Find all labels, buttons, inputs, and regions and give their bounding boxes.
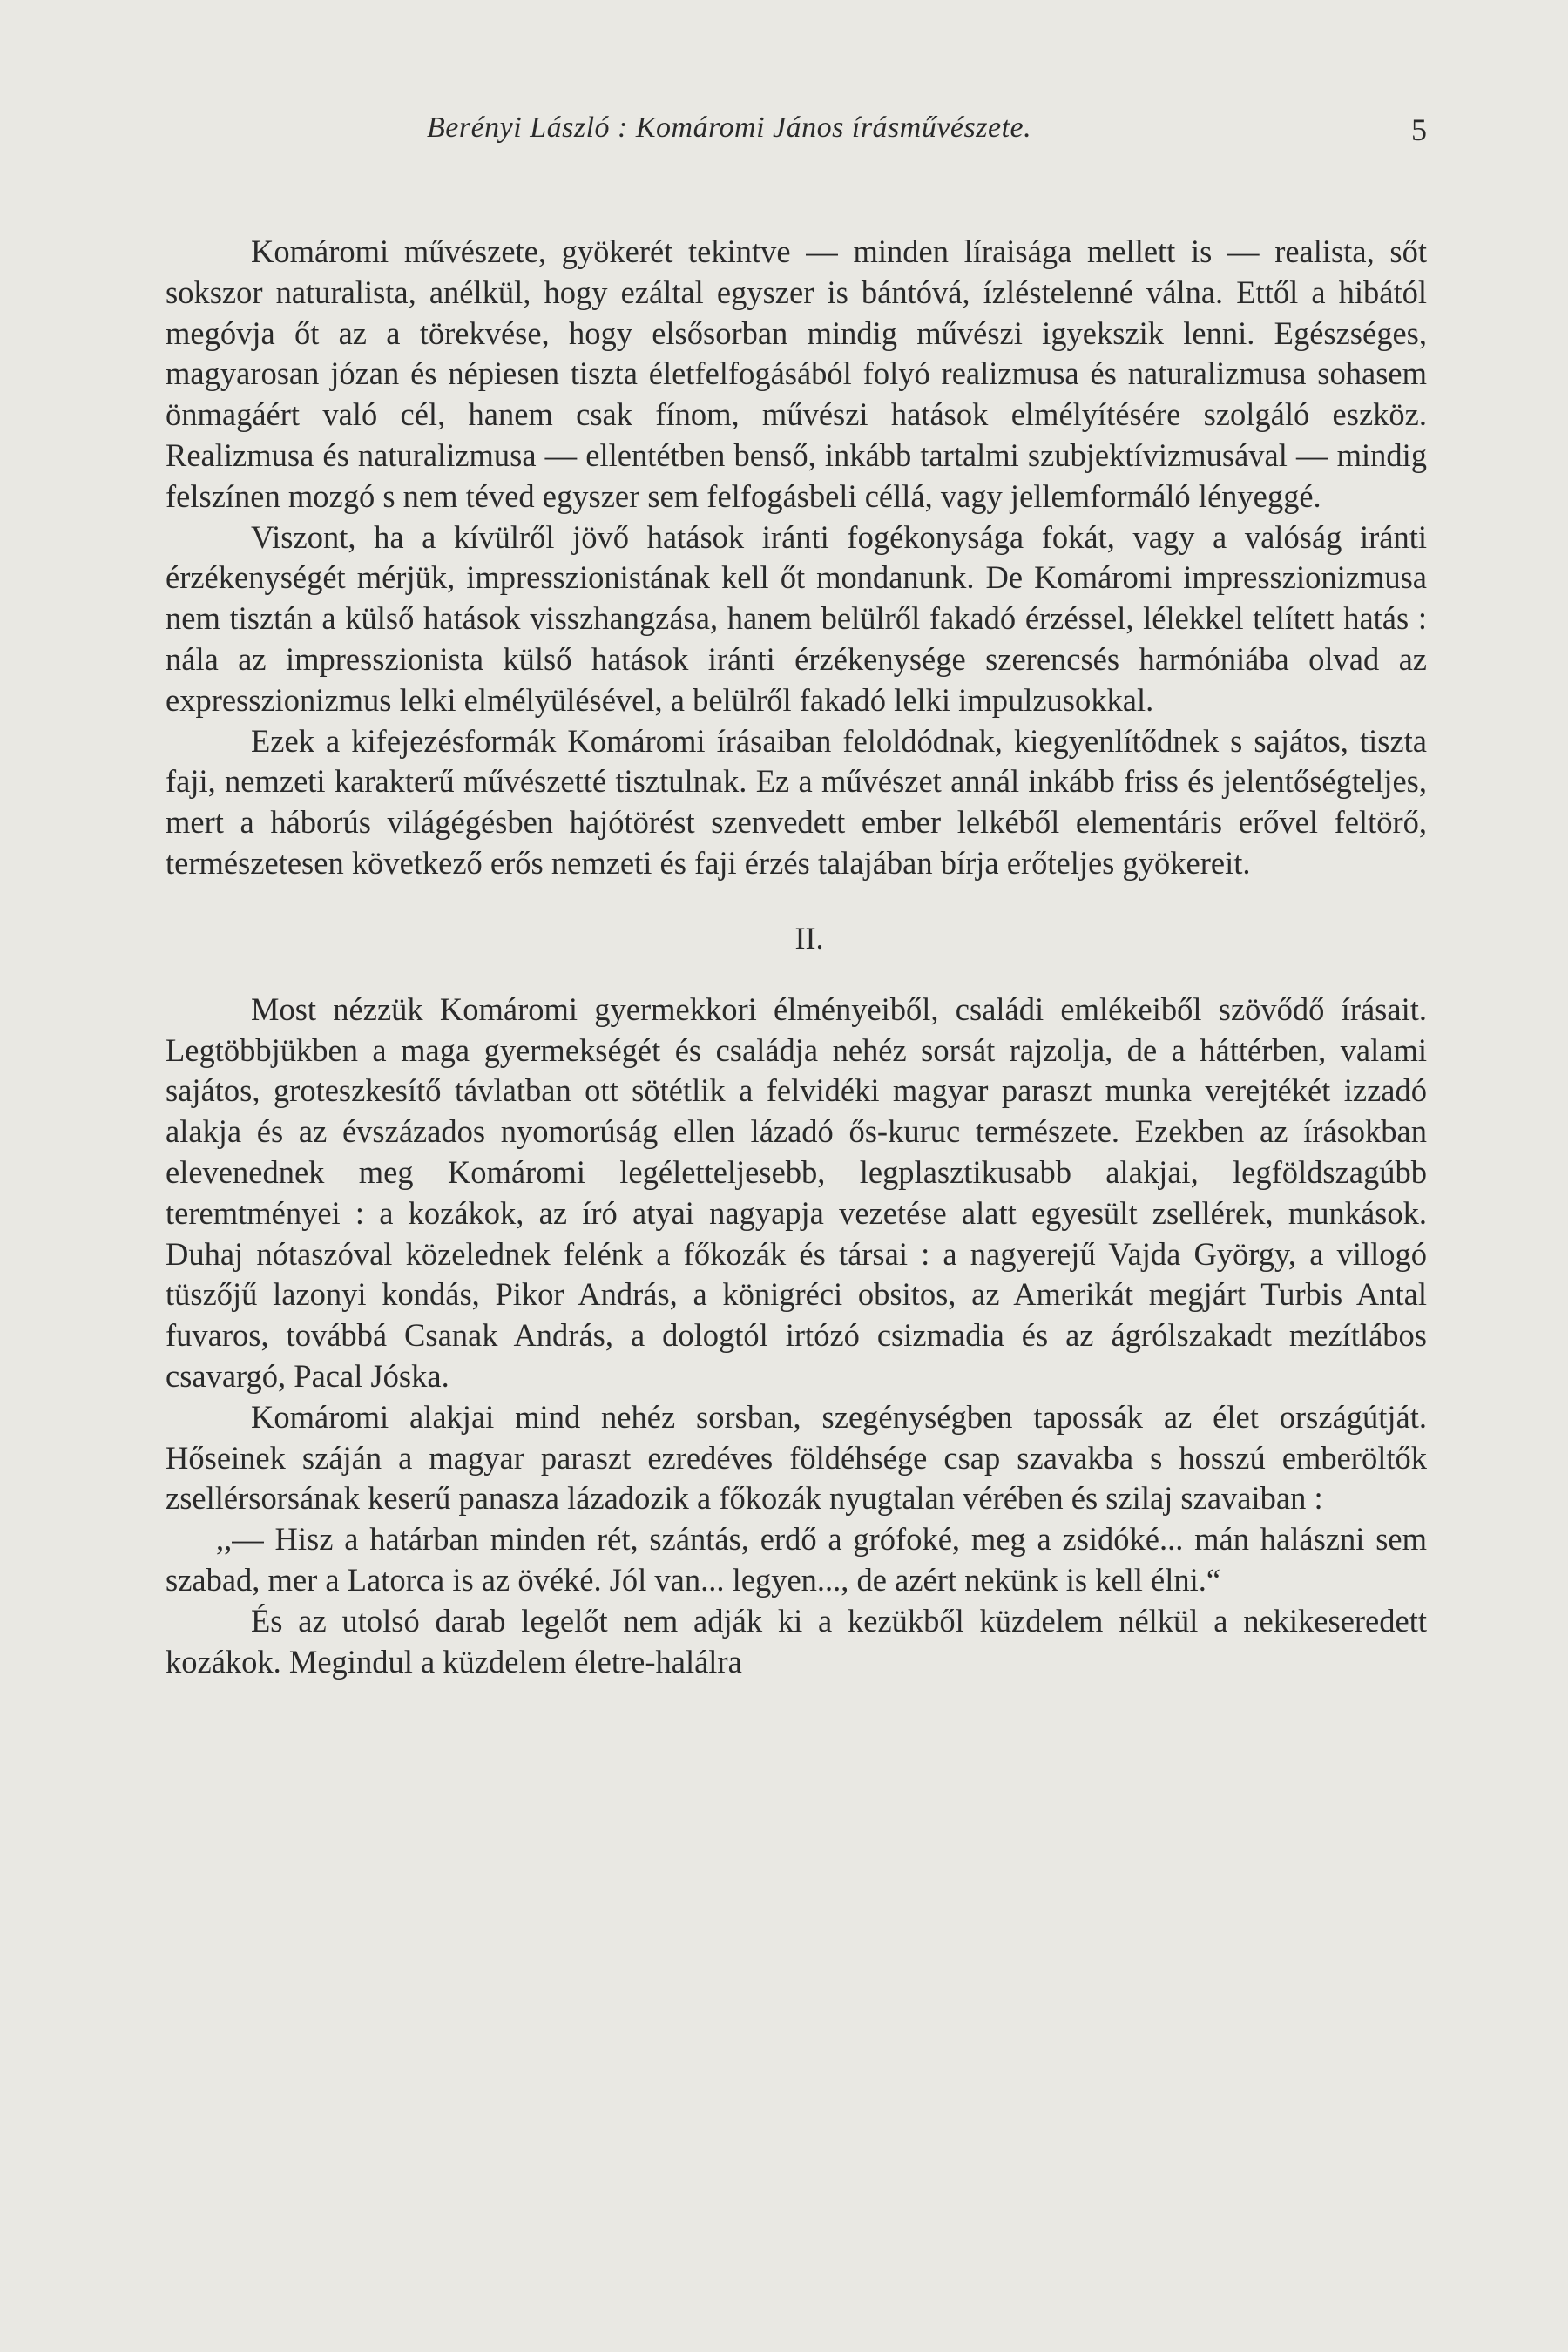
paragraph: Komáromi művészete, gyökerét tekintve — minden líraisága mellett is — realista, sőt sokszor naturalista, anélkül, hogy ezáltal egyszer is bántóvá, ízléstelenné válna. Ettől a hibától megóvja őt az a törekvése, hogy elsősorban mindig művészi igyekszik lenni. Egészséges, magyarosan józan és népiesen tiszta életfelfogásából folyó realizmusa és naturalizmusa sohasem önmagáért való cél, hanem csak fínom, művészi hatások elmélyítésére szolgáló eszköz. Realizmusa és naturalizmusa — ellentétben benső, inkább tartalmi szubjektívizmusával — mindig felszínen mozgó s nem téved egyszer sem felfogásbeli céllá, vagy jellemformáló lényeggé. bbox=[166, 233, 1427, 514]
paragraph: Ezek a kifejezésformák Komáromi írásaiban feloldódnak, kiegyenlítődnek s sajátos, tiszta faji, nemzeti karakterű művészetté tisztulnak. Ez a művészet annál inkább friss és jelentőségteljes, mert a háborús világégésben hajótörést szenvedett ember lelkéből elementáris erővel feltörő, természetesen következő erős nemzeti és faji érzés talajában bírja erőteljes gyökereit. bbox=[166, 722, 1427, 881]
section-heading: II. bbox=[794, 920, 824, 956]
paragraph: És az utolsó darab legelőt nem adják ki a kezükből küzdelem nélkül a nekikeseredett kozákok. Megindul a küzdelem életre-halálra bbox=[166, 1602, 1427, 1680]
paragraph: Viszont, ha a kívülről jövő hatások iránti fogékonysága fokát, vagy a valóság iránti érzékenységét mérjük, impresszionistának kell őt mondanunk. De Komáromi impresszionizmusa nem tisztán a külső hatások visszhangzása, hanem belülről fakadó érzéssel, lélekkel telített hatás : nála az impresszionista külső hatások iránti érzékenysége szerencsés harmóniába olvad az expresszionizmus lelki elmélyülésével, a belülről fakadó lelki impulzusokkal. bbox=[166, 518, 1427, 718]
quoted-speech: ,,— Hisz a határban minden rét, szántás, erdő a grófoké, meg a zsidóké... mán halászni sem szabad, mer a Latorca is az övéké. Jól van... legyen..., de azért nekünk is kell élni.“ bbox=[166, 1521, 1427, 1598]
body-text bbox=[166, 232, 1427, 1682]
header-title: Berényi László : Komáromi János írásművészete. bbox=[427, 112, 1032, 144]
paragraph: Most nézzük Komáromi gyermekkori élményeiből, családi emlékeiből szövődő írásait. Legtöbbjükben a maga gyermekségét és családja nehéz sorsát rajzolja, de a háttérben, valami sajátos, groteszkesítő távlatban ott sötétlik a felvidéki magyar paraszt munka verejtékét izzadó alakja és az évszázados nyomorúság ellen lázadó ős-kuruc természete. Ezekben az írásokban elevenednek meg Komáromi legéletteljesebb, legplasztikusabb alakjai, legföldszagúbb teremtményei : a kozákok, az író atyai nagyapja vezetése alatt egyesült zsellérek, munkások. Duhaj nótaszóval közelednek felénk a főkozák és társai : a nagyerejű Vajda György, a villogó tüszőjű lazonyi kondás, Pikor András, a königréci obsitos, az Amerikát megjárt Turbis Antal fuvaros, továbbá Csanak András, a dologtól irtózó csizmadia és az ágrólszakadt mezítlábos csavargó, Pacal Jóska. bbox=[166, 990, 1427, 1394]
paragraph: Komáromi alakjai mind nehéz sorsban, szegénységben tapossák az élet országútját. Hőseinek száján a magyar paraszt ezredéves földéhsége csap szavakba s hosszú emberöltők zsellérsorsának keserű panasza lázadozik a főkozák nyugtalan vérében és szilaj szavaiban : bbox=[166, 1398, 1427, 1517]
running-header bbox=[166, 112, 1427, 153]
page-number: 5 bbox=[1411, 112, 1427, 147]
